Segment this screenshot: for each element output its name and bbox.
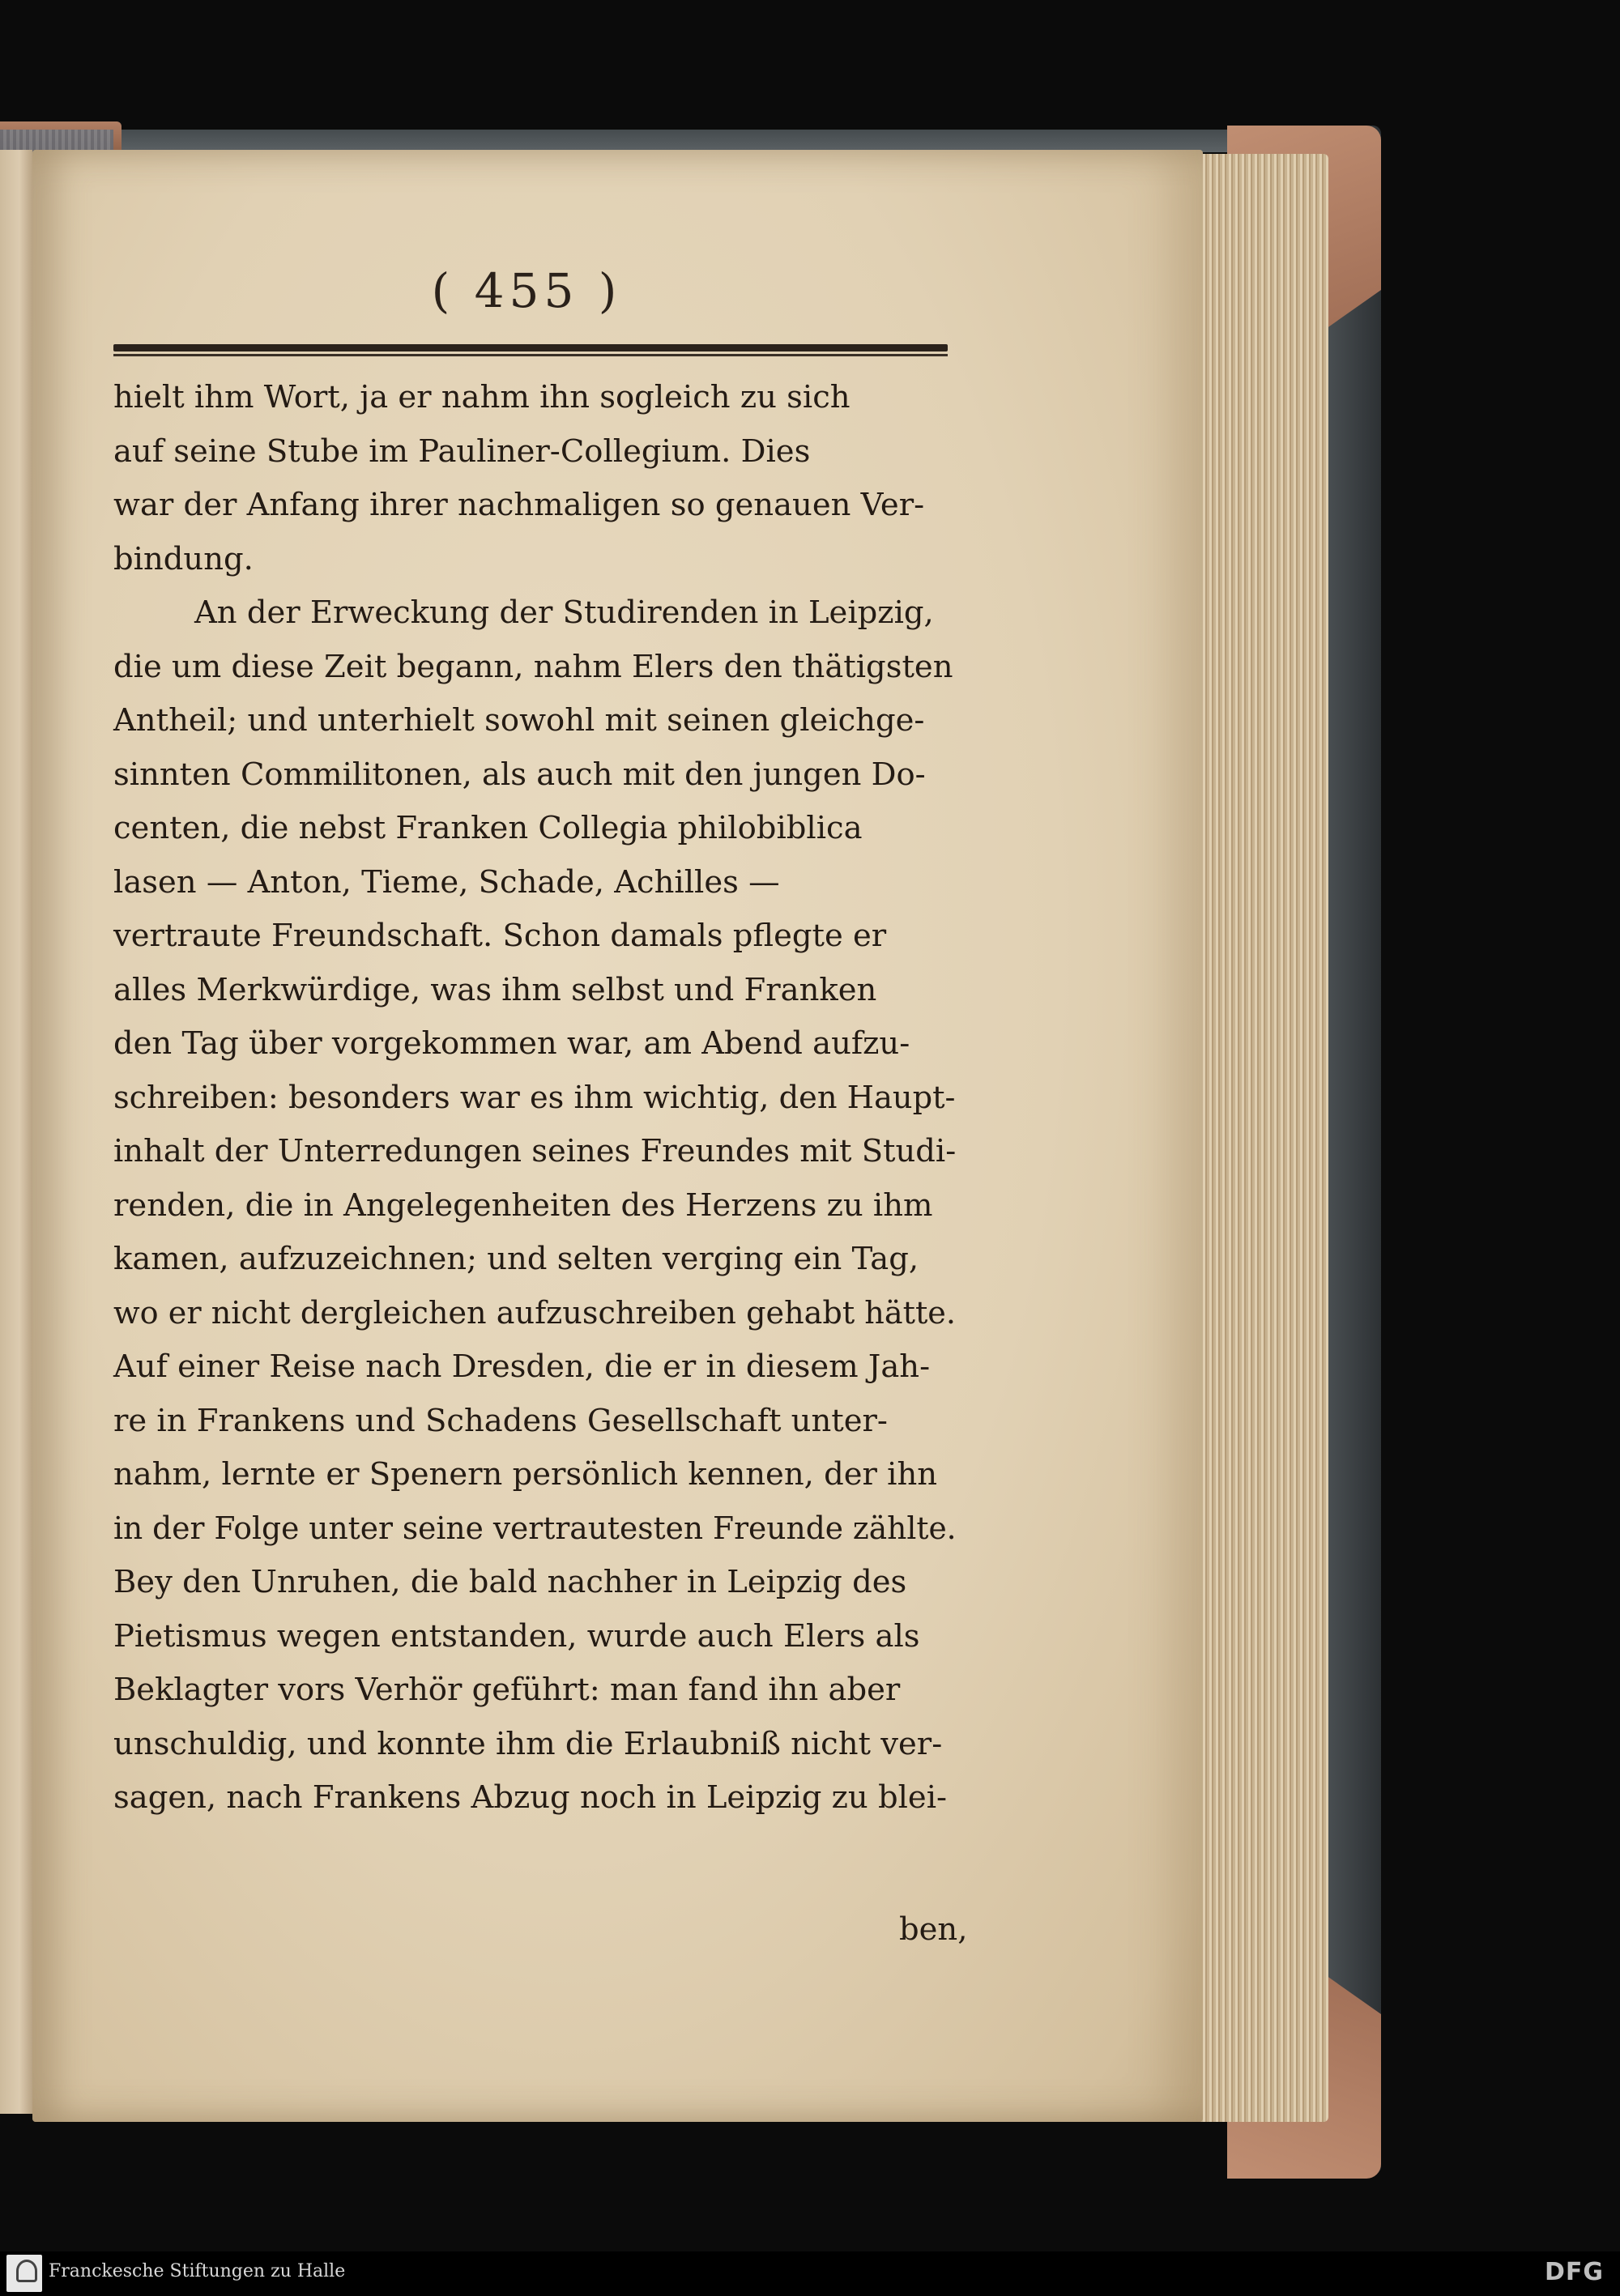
text-line: in der Folge unter seine vertrautesten Freunde zählte. [113,1510,957,1547]
text-line: lasen — Anton, Tieme, Schade, Achilles — [113,863,780,901]
text-line: Auf einer Reise nach Dresden, die er in diesem Jah- [113,1348,931,1385]
text-line: war der Anfang ihrer nachmaligen so genauen Ver- [113,487,925,523]
page-number: ( 455 ) [431,263,622,318]
text-line: renden, die in Angelegenheiten des Herzens zu ihm [113,1186,933,1224]
text-line: An der Erweckung der Studirenden in Leipzig, [194,594,934,631]
text-line: hielt ihm Wort, ja er nahm ihn sogleich zu sich [113,379,850,415]
text-line: sagen, nach Frankens Abzug noch in Leipzig zu blei- [113,1779,948,1816]
text-line: vertraute Freundschaft. Schon damals pflegte er [113,918,887,954]
text-line: den Tag über vorgekommen war, am Abend aufzu- [113,1025,910,1062]
text-line: auf seine Stube im Pauliner-Collegium. Dies [113,432,811,470]
viewer-footer [0,2251,1620,2296]
text-line: Pietismus wegen entstanden, wurde auch Elers als [113,1617,920,1655]
text-line: re in Frankens und Schadens Gesellschaft unter- [113,1402,888,1439]
text-line: Bey den Unruhen, die bald nachher in Leipzig des [113,1564,907,1600]
catchword: ben, [899,1911,968,1948]
text-line: Antheil; und unterhielt sowohl mit seinen gleichge- [113,702,925,739]
text-line: die um diese Zeit begann, nahm Elers den thätigsten [113,648,953,685]
page-body-text [113,371,956,1825]
facing-page-sliver [0,150,32,2114]
text-line: kamen, aufzuzeichnen; und selten verging ein Tag, [113,1241,919,1277]
text-line: unschuldig, und konnte ihm die Erlaubniß nicht ver- [113,1725,943,1762]
text-line: centen, die nebst Franken Collegia philobiblica [113,810,863,846]
header-rule [113,344,948,351]
text-line: wo er nicht dergleichen aufzuschreiben gehabt hätte. [113,1294,957,1331]
text-line: inhalt der Unterredungen seines Freundes mit Studi- [113,1133,957,1169]
institution-name: Franckesche Stiftungen zu Halle [49,2261,346,2281]
text-line: Beklagter vors Verhör geführt: man fand ihn aber [113,1672,901,1708]
institution-logo-icon [6,2255,42,2292]
text-line: alles Merkwürdige, was ihm selbst und Franken [113,971,877,1008]
text-line: sinnten Commilitonen, als auch mit den jungen Do- [113,756,926,793]
text-line: bindung. [113,540,254,577]
text-line: schreiben: besonders war es ihm wichtig, den Haupt- [113,1079,956,1116]
cover-top-edge [122,130,1264,152]
dfg-logo: DFG [1544,2258,1604,2286]
text-line: nahm, lernte er Spenern persönlich kennen, der ihn [113,1456,938,1493]
